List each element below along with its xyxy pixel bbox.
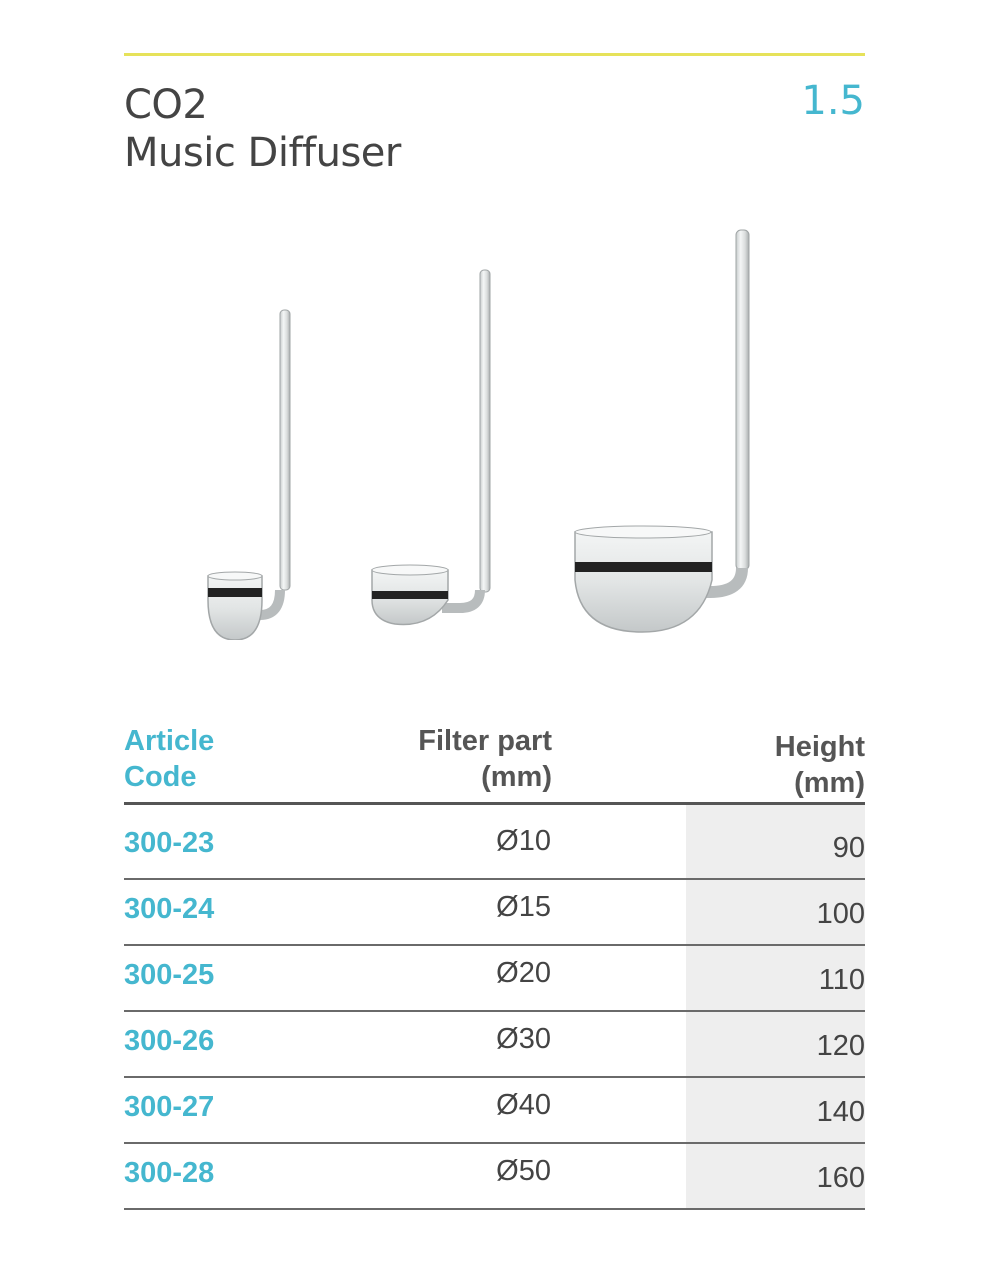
version-number: 1.5 bbox=[801, 78, 865, 124]
filter-part-cell: Ø30 bbox=[496, 1023, 551, 1055]
article-code-cell: 300-24 bbox=[124, 893, 215, 925]
header-text: (mm) bbox=[481, 761, 552, 793]
height-cell: 160 bbox=[816, 1162, 865, 1194]
diffuser-medium-icon bbox=[372, 270, 490, 625]
article-code-cell: 300-23 bbox=[124, 827, 215, 859]
column-header-filter-part bbox=[418, 723, 552, 795]
filter-part-cell: Ø20 bbox=[496, 957, 551, 989]
product-image bbox=[180, 220, 800, 640]
header-text: (mm) bbox=[794, 767, 865, 799]
header-text: Filter part bbox=[418, 725, 552, 757]
top-accent-rule bbox=[124, 53, 865, 56]
height-cell: 90 bbox=[832, 832, 865, 864]
height-cell: 120 bbox=[816, 1030, 865, 1062]
height-cell: 140 bbox=[816, 1096, 865, 1128]
filter-part-cell: Ø15 bbox=[496, 891, 551, 923]
table-body bbox=[124, 805, 865, 1210]
product-title-line1: CO2 bbox=[124, 82, 208, 128]
filter-part-cell: Ø40 bbox=[496, 1089, 551, 1121]
height-cell: 110 bbox=[818, 964, 865, 996]
table-row bbox=[124, 946, 865, 1012]
table-row bbox=[124, 1012, 865, 1078]
header-text: Height bbox=[774, 731, 865, 763]
article-code-cell: 300-25 bbox=[124, 959, 215, 991]
table-row bbox=[124, 880, 865, 946]
article-code-cell: 300-27 bbox=[124, 1091, 215, 1123]
header-text: Code bbox=[124, 761, 197, 793]
table-row bbox=[124, 1078, 865, 1144]
product-title-line2: Music Diffuser bbox=[124, 130, 401, 176]
table-row bbox=[124, 1144, 865, 1210]
article-code-cell: 300-28 bbox=[124, 1157, 215, 1189]
column-header-height bbox=[775, 729, 865, 801]
column-header-article-code bbox=[124, 723, 214, 795]
diffuser-large-icon bbox=[575, 230, 749, 632]
header-text: Article bbox=[124, 725, 215, 757]
height-cell: 100 bbox=[816, 898, 865, 930]
diffuser-small-icon bbox=[208, 310, 290, 640]
filter-part-cell: Ø10 bbox=[496, 825, 551, 857]
article-code-cell: 300-26 bbox=[124, 1025, 215, 1057]
table-row bbox=[124, 805, 865, 880]
filter-part-cell: Ø50 bbox=[496, 1155, 551, 1187]
